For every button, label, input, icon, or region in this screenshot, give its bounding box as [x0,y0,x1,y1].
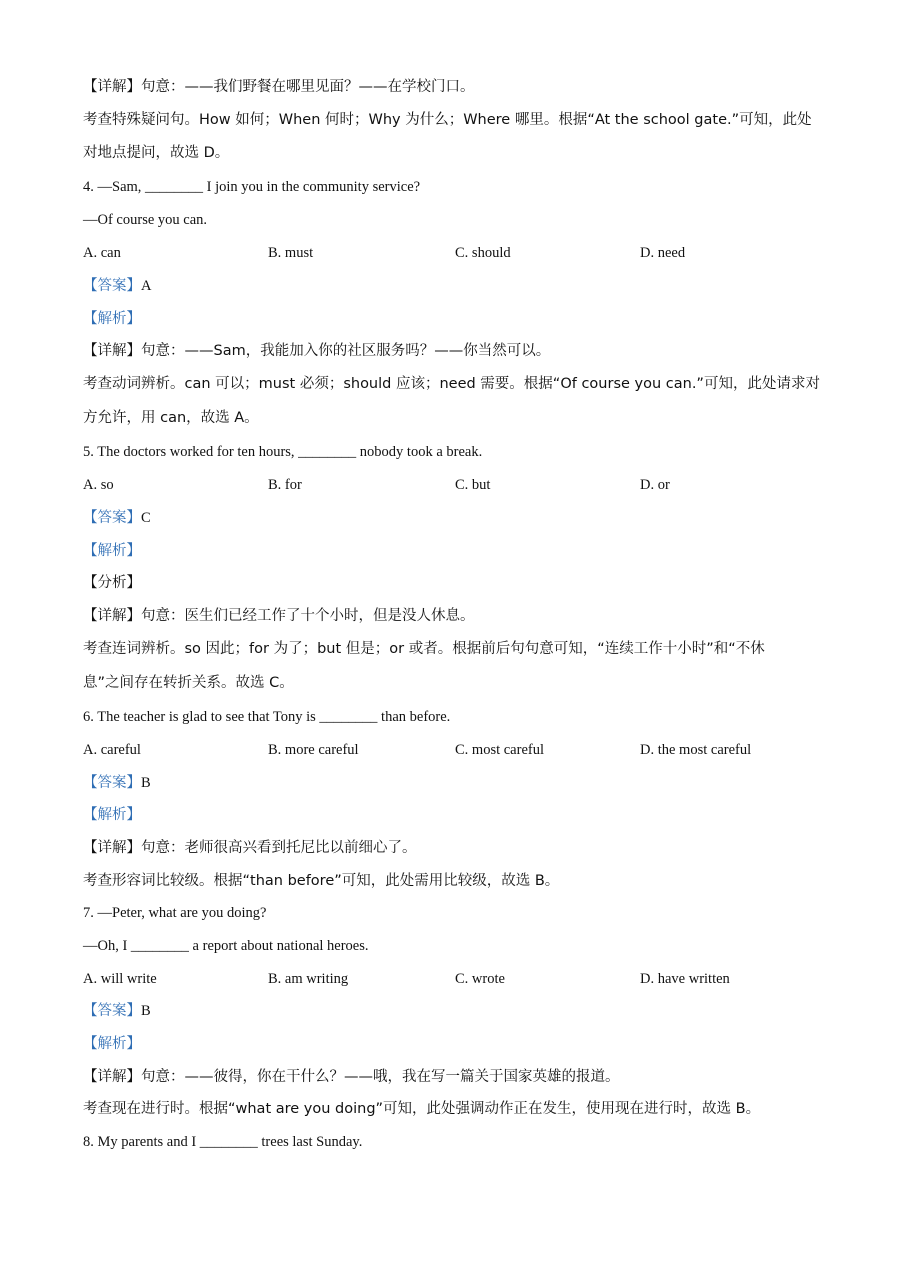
answer-q6 [83,773,151,793]
question-4-response: —Of course you can. [83,212,208,228]
question-5-stem: 5. The doctors worked for ten hours, ________ nobody took a break. [83,444,483,460]
answer-q7 [83,1001,151,1021]
analysis-heading-q5: 【分析】 [83,575,141,591]
analysis-tag-q6: 【解析】 [83,807,141,823]
option-d: D. have written [640,971,730,987]
option-d: D. need [640,245,686,261]
analysis-q4-line2: 方允许，用 can，故选 A。 [83,410,259,426]
answer-tag: 【答案】 [83,510,141,526]
option-a: A. careful [83,742,141,758]
question-8-stem: 8. My parents and I ________ trees last Sunday. [83,1134,363,1150]
option-a: A. will write [83,971,157,987]
question-6-stem: 6. The teacher is glad to see that Tony is ________ than before. [83,709,451,725]
analysis-q6: 考查形容词比较级。根据“than before”可知，此处需用比较级，故选 B。 [83,873,560,889]
option-b: B. must [268,245,314,261]
analysis-q5-line1: 考查连词辨析。so 因此；for 为了；but 但是；or 或者。根据前后句句意可知，“连续工作十小时”和“不休 [83,641,765,657]
option-c: C. most careful [455,742,544,758]
answer-value: C [141,510,151,526]
option-a: A. can [83,245,121,261]
answer-value: B [141,775,151,791]
answer-value: A [141,278,152,294]
explanation-q3: 【详解】句意：——我们野餐在哪里见面？——在学校门口。 [83,79,475,95]
explanation-q4: 【详解】句意：——Sam，我能加入你的社区服务吗？——你当然可以。 [83,343,551,359]
answer-q5 [83,508,151,528]
option-d: D. the most careful [640,742,752,758]
question-7-response: —Oh, I ________ a report about national heroes. [83,938,369,954]
option-b: B. more careful [268,742,359,758]
answer-tag: 【答案】 [83,1003,141,1019]
question-4-stem: 4. —Sam, ________ I join you in the community service? [83,179,421,195]
option-c: C. wrote [455,971,505,987]
question-7-stem: 7. —Peter, what are you doing? [83,905,267,921]
option-c: C. should [455,245,511,261]
explanation-q5: 【详解】句意：医生们已经工作了十个小时，但是没人休息。 [83,608,475,624]
option-b: B. for [268,477,302,493]
option-a: A. so [83,477,114,493]
answer-tag: 【答案】 [83,278,141,294]
analysis-q7: 考查现在进行时。根据“what are you doing”可知，此处强调动作正在发生，使用现在进行时，故选 B。 [83,1101,761,1117]
explanation-q6: 【详解】句意：老师很高兴看到托尼比以前细心了。 [83,840,417,856]
analysis-tag-q7: 【解析】 [83,1036,141,1052]
analysis-tag-q5: 【解析】 [83,543,141,559]
explanation-q7: 【详解】句意：——彼得，你在干什么？——哦，我在写一篇关于国家英雄的报道。 [83,1069,620,1085]
option-b: B. am writing [268,971,349,987]
analysis-q5-line2: 息”之间存在转折关系。故选 C。 [83,675,294,691]
analysis-q3-line2: 对地点提问，故选 D。 [83,145,230,161]
analysis-tag-q4: 【解析】 [83,311,141,327]
analysis-q4-line1: 考查动词辨析。can 可以；must 必须；should 应该；need 需要。根据“Of course you can.”可知，此处请求对 [83,376,820,392]
answer-tag: 【答案】 [83,775,141,791]
answer-value: B [141,1003,151,1019]
option-d: D. or [640,477,670,493]
analysis-q3-line1: 考查特殊疑问句。How 如何；When 何时；Why 为什么；Where 哪里。根据“At the school gate.”可知，此处 [83,112,812,128]
answer-q4 [83,276,151,296]
option-c: C. but [455,477,491,493]
